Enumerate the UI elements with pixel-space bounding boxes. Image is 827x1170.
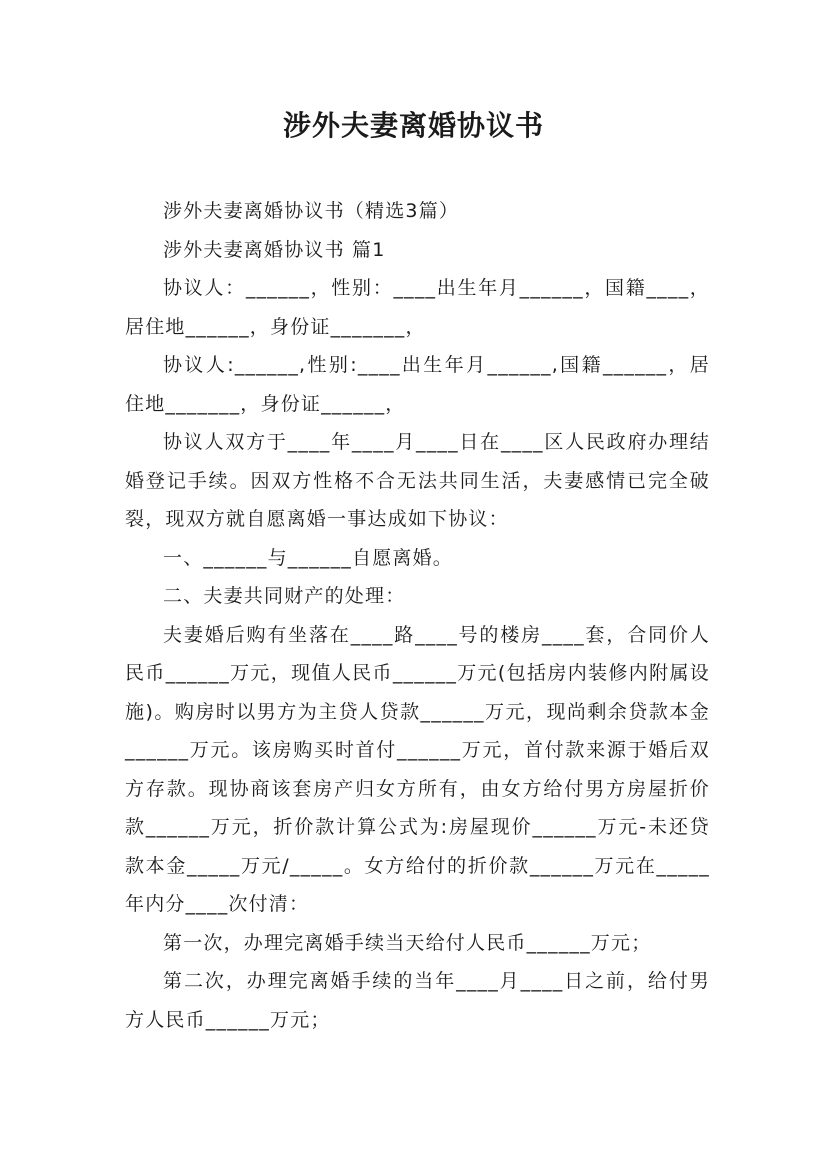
paragraph-collection-title: 涉外夫妻离婚协议书（精选3篇） [163,200,460,222]
paragraph-party-two: 协议人:______,性别:____出生年月______,国籍______，居住地_______，身份证______， [125,354,710,415]
paragraph-marriage-registration: 协议人双方于____年____月____日在____区人民政府办理结婚登记手续。因双方性格不合无法共同生活，夫妻感情已完全破裂，现双方就自愿离婚一事达成如下协议： [125,431,710,530]
paragraph-second-payment: 第二次，办理完离婚手续的当年____月____日之前，给付男方人民币______万元； [125,970,710,1031]
paragraph-clause-two-heading: 二、夫妻共同财产的处理： [163,585,406,607]
paragraph-property-details: 夫妻婚后购有坐落在____路____号的楼房____套，合同价人民币______万元，现值人民币______万元(包括房内装修内附属设施)。购房时以男方为主贷人贷款______万元，现尚剩余贷款本金______万元。该房购买时首付______万元，首付款来源于婚后双方存款。现协商该套房产归女方所有，由女方给付男方房屋折价款______万元，折价款计算公式为:房屋现价______万元-未还贷款本金_____万元/_____。女方给付的折价款______万元在_____年内分____次付清： [125,623,710,915]
paragraph-clause-one: 一、______与______自愿离婚。 [163,546,454,569]
paragraph-first-payment: 第一次，办理完离婚手续当天给付人民币______万元； [163,931,652,954]
document-title: 涉外夫妻离婚协议书 [282,109,544,142]
paragraph-party-one: 协议人：______，性别：____出生年月______，国籍____，居住地______，身份证_______， [125,277,710,338]
paragraph-section-heading: 涉外夫妻离婚协议书 篇1 [163,238,386,261]
document-body [125,192,710,1039]
